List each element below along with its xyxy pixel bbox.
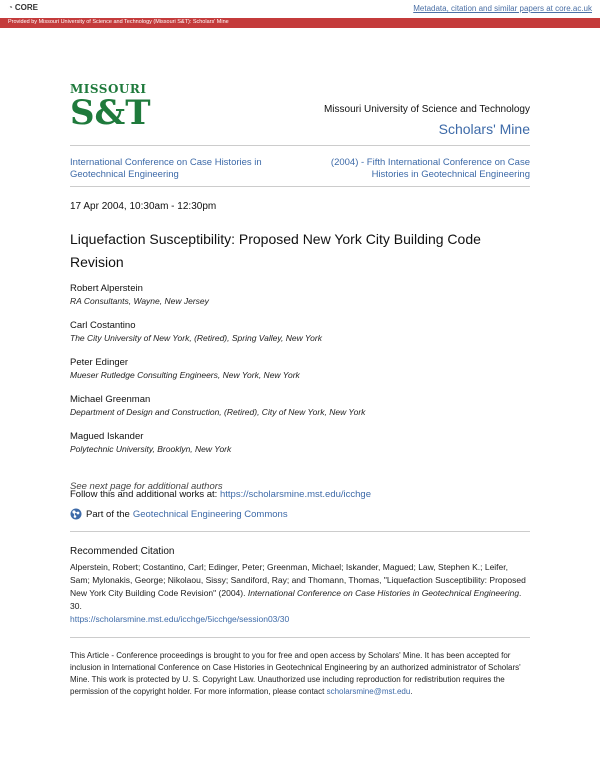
part-prefix: Part of the [86,508,130,520]
author-name: Carl Costantino [70,320,136,331]
logo-main-text: S&T [70,93,151,133]
network-icon [70,508,82,520]
author-affiliation: Polytechnic University, Brooklyn, New York [70,444,232,454]
logo-top-text: MISSOURI [70,82,147,96]
institution-name: Missouri University of Science and Technology [323,104,530,115]
paper-title: Liquefaction Susceptibility: Proposed New York City Building Code Revision [70,231,481,270]
author-affiliation: The City University of New York, (Retired), Spring Valley, New York [70,333,322,343]
part-of-commons [70,508,288,520]
repository-link[interactable]: Scholars' Mine [438,121,530,137]
author-name: Magued Iskander [70,431,144,442]
core-header-bar [0,0,600,18]
access-notice-end: . [410,687,413,696]
citation-venue: International Conference on Case Histories in Geotechnical Engineering [247,588,520,598]
conference-edition-link[interactable]: (2004) - Fifth International Conference on Case Histories in Geotechnical Engineering [330,157,530,180]
recommended-citation-heading: Recommended Citation [70,546,175,557]
citation-body: Alperstein, Robert; Costantino, Carl; Edinger, Peter; Greenman, Michael; Iskander, Magued; Law, Stephen K.; Leifer, Sam; Mylonakis, George; Nikolaou, Sissy; Sandiford, Ray; and Thomann, Thomas, "Liquefaction Susceptibility: Proposed New York City Building Code Revision" (2004). [70,562,526,598]
author-name: Peter Edinger [70,357,129,368]
citation-text [70,561,530,626]
see-next-page-note: See next page for additional authors [70,481,223,492]
author-entry [70,282,530,319]
divider [70,637,530,638]
author-entry [70,356,530,393]
provided-by-text: Provided by Missouri University of Science and Technology (Missouri S&T): Scholars' Mine [8,19,229,25]
collection-url-link[interactable]: https://scholarsmine.mst.edu/icchge [219,489,371,500]
divider [70,145,530,146]
contact-email-link[interactable]: scholarsmine@mst.edu [326,687,411,696]
divider [70,186,530,187]
core-logo-icon: ◔ [8,3,13,12]
commons-link[interactable]: Geotechnical Engineering Commons [132,508,288,520]
author-entry [70,393,530,430]
provided-by-bar [0,18,600,28]
citation-url-link[interactable]: https://scholarsmine.mst.edu/icchge/5icchge/session03/30 [70,614,290,624]
author-affiliation: RA Consultants, Wayne, New Jersey [70,296,209,306]
author-name: Michael Greenman [70,394,151,405]
author-list [70,282,530,467]
author-entry [70,319,530,356]
core-logo[interactable]: ◔ CORE [8,3,38,12]
citation-suffix: . 30. [70,588,522,611]
follow-prefix: Follow this and additional works at: [70,489,220,500]
author-affiliation: Department of Design and Construction, (Retired), City of New York, New York [70,407,366,417]
conference-link[interactable]: International Conference on Case Histories in Geotechnical Engineering [70,157,262,180]
access-notice-text: This Article - Conference proceedings is brought to you for free and open access by Scholars' Mine. It has been accepted for inclusion in International Conference on Case Histories in Geotechnical Engineering by an authorized administrator of Scholars' Mine. This work is protected by U. S. Copyright Law. Unauthorized use including reproduction for redistribution requires the permission of the copyright holder. For more information, please contact [70,651,521,696]
core-metadata-link[interactable]: Metadata, citation and similar papers at core.ac.uk [413,4,592,13]
author-entry [70,430,530,467]
divider [70,531,530,532]
access-notice [70,650,530,698]
missouri-st-logo [70,82,151,138]
author-name: Robert Alperstein [70,283,143,294]
session-date: 17 Apr 2004, 10:30am - 12:30pm [70,201,217,212]
author-affiliation: Mueser Rutledge Consulting Engineers, New York, New York [70,370,300,380]
follow-works-line [70,489,371,500]
